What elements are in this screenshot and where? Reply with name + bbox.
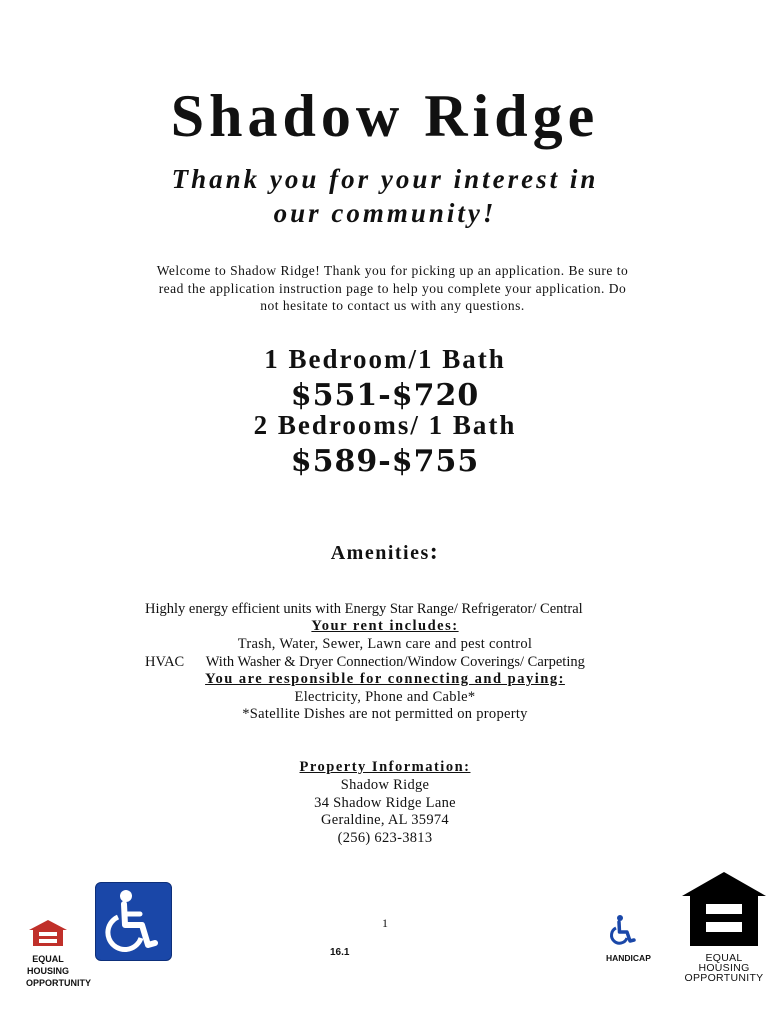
equal-housing-logo-large (680, 870, 768, 983)
responsible-heading: You are responsible for connecting and paying: (205, 671, 565, 687)
equal-housing-large-caption-2: OPPORTUNITY (684, 972, 764, 984)
rent-includes-text: Trash, Water, Sewer, Lawn care and pest control (237, 636, 533, 652)
welcome-line-2: read the application instruction page to help you complete your application. Do (158, 280, 627, 296)
welcome-paragraph (120, 262, 665, 315)
equal-housing-caption-2: OPPORTUNITY (26, 978, 92, 988)
amenities-line-2: HVAC With Washer & Dryer Connection/Window Coverings/ Carpeting (145, 653, 585, 670)
equal-housing-house-large-icon (680, 870, 768, 948)
tagline (0, 162, 770, 230)
property-city: Geraldine, AL 35974 (321, 812, 449, 828)
page-title: Shadow Ridge (170, 83, 600, 149)
equal-housing-logo-small (26, 918, 92, 989)
amenities-heading-colon: : (429, 539, 440, 565)
wheelchair-small-icon (606, 914, 642, 946)
price-range-1: $551-$720 (290, 378, 480, 413)
handicap-logo-small (606, 914, 651, 963)
amenities-heading (0, 539, 770, 566)
property-info-heading: Property Information: (299, 759, 471, 775)
welcome-line-1: Welcome to Shadow Ridge! Thank you for picking up an application. Be sure to (156, 263, 629, 278)
wheelchair-accessible-icon (95, 882, 172, 961)
page-number: 1 (382, 916, 388, 930)
equal-housing-caption-1: EQUAL HOUSING (26, 954, 69, 976)
amenities-heading-text: Amenities (330, 542, 430, 564)
property-name: Shadow Ridge (340, 777, 430, 793)
responsible-line-1: Electricity, Phone and Cable* (294, 689, 476, 705)
tagline-line-1: Thank you for your interest in (171, 164, 599, 194)
amenities-line-1: Highly energy efficient units with Energy Star Range/ Refrigerator/ Central (145, 601, 583, 617)
equal-housing-large-caption-1: EQUAL HOUSING (698, 952, 750, 974)
property-phone: (256) 623-3813 (337, 830, 433, 846)
unit-type-2: 2 Bedrooms/ 1 Bath (253, 410, 517, 440)
rent-includes-heading: Your rent includes: (311, 618, 459, 634)
responsible-line-2: *Satellite Dishes are not permitted on property (242, 706, 528, 722)
tagline-line-2: our community! (273, 198, 497, 228)
equal-housing-house-icon (26, 918, 70, 948)
property-address: 34 Shadow Ridge Lane (314, 795, 456, 811)
handicap-caption: HANDICAP (606, 953, 651, 963)
welcome-line-3: not hesitate to contact us with any questions. (260, 298, 525, 313)
price-range-2: $589-$755 (290, 444, 480, 479)
unit-type-1: 1 Bedroom/1 Bath (264, 344, 506, 374)
form-code: 16.1 (330, 947, 350, 958)
